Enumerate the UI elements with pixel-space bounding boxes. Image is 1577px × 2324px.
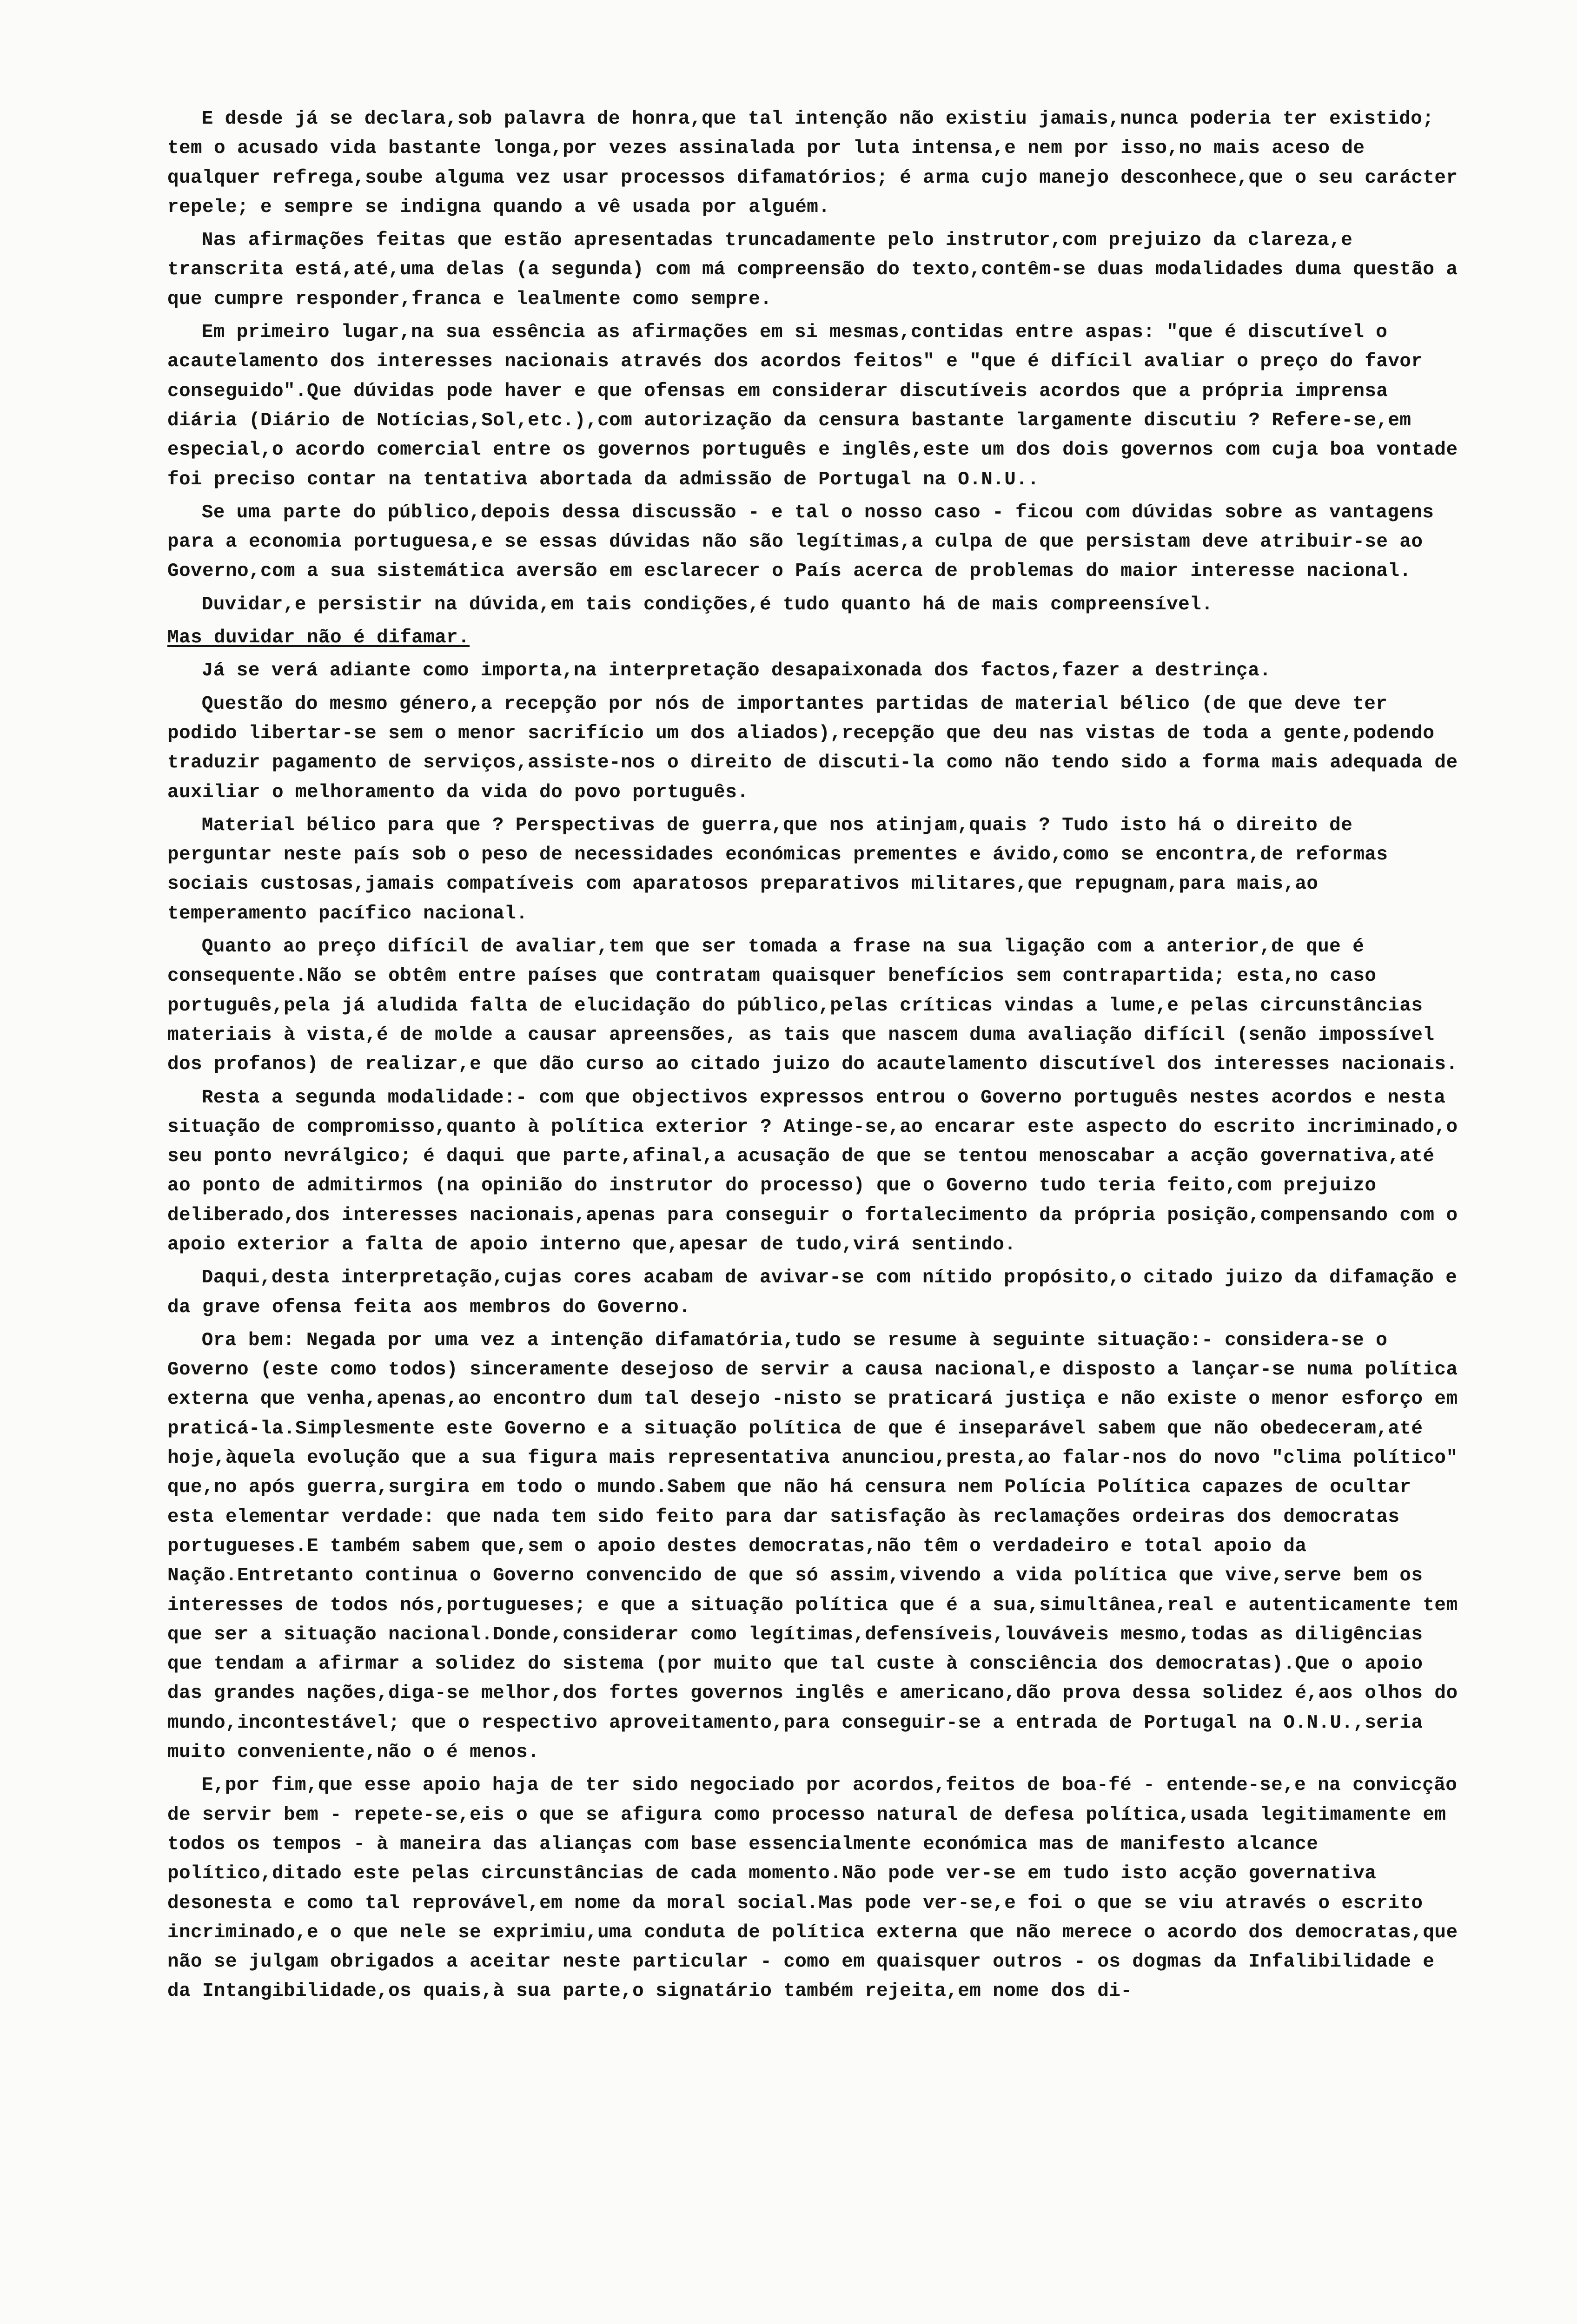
- underlined-statement: Mas duvidar não é difamar.: [167, 627, 470, 649]
- paragraph: Já se verá adiante como importa,na interpretação desapaixonada dos factos,fazer a destrinça.: [201, 660, 1272, 682]
- paragraph: Ora bem: Negada por uma vez a intenção difamatória,tudo se resume à seguinte situação:- considera-se o Governo (este como todos) sinceramente desejoso de servir a causa nacional,e disposto a lançar-se numa política externa que venha,apenas,ao encontro dum tal desejo -nisto se praticará justiça e não existe o menor esforço em praticá-la.Simplesmente este Governo e a situação política de que é inseparável sabem que não obedeceram,até hoje,àquela evolução que a sua figura mais representativa anunciou,presta,ao falar-nos do novo "clima político" que,no após guerra,surgira em todo o mundo.Sabem que não há censura nem Polícia Política capazes de ocultar esta elementar verdade: que nada tem sido feito para dar satisfação às reclamações ordeiras dos democratas portugueses.E também sabem que,sem o apoio destes democratas,não têm o verdadeiro e total apoio da Nação.Entretanto continua o Governo convencido de que só assim,vivendo a vida política que vive,serve bem os interesses de todos nós,portugueses; e que a situação política que é a sua,simultânea,real e autenticamente tem que ser a situação nacional.Donde,considerar como legítimas,defensíveis,louváveis mesmo,todas as diligências que tendam a afirmar a solidez do sistema (por muito que tal custe à consciência dos democratas).Que o apoio das grandes nações,diga-se melhor,dos fortes governos inglês e americano,dão prova dessa solidez é,aos olhos do mundo,incontestável; que o respectivo aproveitamento,para conseguir-se a entrada de Portugal na O.N.U.,seria muito conveniente,não o é menos.: [167, 1329, 1458, 1763]
- paragraph: Em primeiro lugar,na sua essência as afirmações em si mesmas,contidas entre aspas: "que é discutível o acautelamento dos interesses nacionais através dos acordos feitos" e "que é difícil avaliar o preço do favor conseguido".Que dúvidas pode haver e que ofensas em considerar discutíveis acordos que a própria imprensa diária (Diário de Notícias,Sol,etc.),com autorização da censura bastante largamente discutiu ? Refere-se,em especial,o acordo comercial entre os governos português e inglês,este um dos dois governos com cuja boa vontade foi preciso contar na tentativa abortada da admissão de Portugal na O.N.U..: [167, 322, 1458, 490]
- paragraph: Duvidar,e persistir na dúvida,em tais condições,é tudo quanto há de mais compreensível.: [201, 594, 1213, 615]
- paragraph: E desde já se declara,sob palavra de honra,que tal intenção não existiu jamais,nunca poderia ter existido; tem o acusado vida bastante longa,por vezes assinalada por luta intensa,e nem por isso,no mais aceso de qualquer refrega,soube alguma vez usar processos difamatórios; é arma cujo manejo desconhece,que o seu carácter repele; e sempre se indigna quando a vê usada por alguém.: [167, 108, 1458, 218]
- paragraph: Material bélico para que ? Perspectivas de guerra,que nos atinjam,quais ? Tudo isto há o direito de perguntar neste país sob o peso de necessidades económicas prementes e ávido,como se encontra,de reformas sociais custosas,jamais compatíveis com aparatosos preparativos militares,que repugnam,para mais,ao temperamento pacífico nacional.: [167, 814, 1388, 924]
- paragraph: Questão do mesmo género,a recepção por nós de importantes partidas de material bélico (de que deve ter podido libertar-se sem o menor sacrifício um dos aliados),recepção que deu nas vistas de toda a gente,podendo traduzir pagamento de serviços,assiste-nos o direito de discuti-la como não tendo sido a forma mais adequada de auxiliar o melhoramento da vida do povo português.: [167, 693, 1458, 803]
- paragraph: Daqui,desta interpretação,cujas cores acabam de avivar-se com nítido propósito,o citado juizo da difamação e da grave ofensa feita aos membros do Governo.: [167, 1267, 1458, 1318]
- paragraph: Resta a segunda modalidade:- com que objectivos expressos entrou o Governo português nestes acordos e nesta situação de compromisso,quanto à política exterior ? Atinge-se,ao encarar este aspecto do escrito incriminado,o seu ponto nevrálgico; é daqui que parte,afinal,a acusação de que se tentou menoscabar a acção governativa,até ao ponto de admitirmos (na opinião do instrutor do processo) que o Governo tudo teria feito,com prejuizo deliberado,dos interesses nacionais,apenas para conseguir o fortalecimento da própria posição,compensando com o apoio exterior a falta de apoio interno que,apesar de tudo,virá sentindo.: [167, 1087, 1458, 1255]
- paragraph: Se uma parte do público,depois dessa discussão - e tal o nosso caso - ficou com dúvidas sobre as vantagens para a economia portuguesa,e se essas dúvidas não são legítimas,a culpa de que persistam deve atribuir-se ao Governo,com a sua sistemática aversão em esclarecer o País acerca de problemas do maior interesse nacional.: [167, 502, 1434, 582]
- paragraph: Nas afirmações feitas que estão apresentadas truncadamente pelo instrutor,com prejuizo da clareza,e transcrita está,até,uma delas (a segunda) com má compreensão do texto,contêm-se duas modalidades duma questão a que cumpre responder,franca e lealmente como sempre.: [167, 230, 1458, 310]
- paragraph: E,por fim,que esse apoio haja de ter sido negociado por acordos,feitos de boa-fé - entende-se,e na convicção de servir bem - repete-se,eis o que se afigura como processo natural de defesa política,usada legitimamente em todos os tempos - à maneira das alianças com base essencialmente económica mas de manifesto alcance político,ditado este pelas circunstâncias de cada momento.Não pode ver-se em tudo isto acção governativa desonesta e como tal reprovável,em nome da moral social.Mas pode ver-se,e foi o que se viu através o escrito incriminado,e o que nele se exprimiu,uma conduta de política externa que não merece o acordo dos democratas,que não se julgam obrigados a aceitar neste particular - como em quaisquer outros - os dogmas da Infalibilidade e da Intangibilidade,os quais,à sua parte,o signatário também rejeita,em nome dos di-: [167, 1775, 1458, 2002]
- document-body: [167, 105, 1464, 2010]
- paragraph: Quanto ao preço difícil de avaliar,tem que ser tomada a frase na sua ligação com a anterior,de que é consequente.Não se obtêm entre países que contratam quaisquer benefícios sem contrapartida; esta,no caso português,pela já aludida falta de elucidação do público,pelas críticas vindas a lume,e pelas circunstâncias materiais à vista,é de molde a causar apreensões, as tais que nascem duma avaliação difícil (senão impossível dos profanos) de realizar,e que dão curso ao citado juizo do acautelamento discutível dos interesses nacionais.: [167, 936, 1458, 1076]
